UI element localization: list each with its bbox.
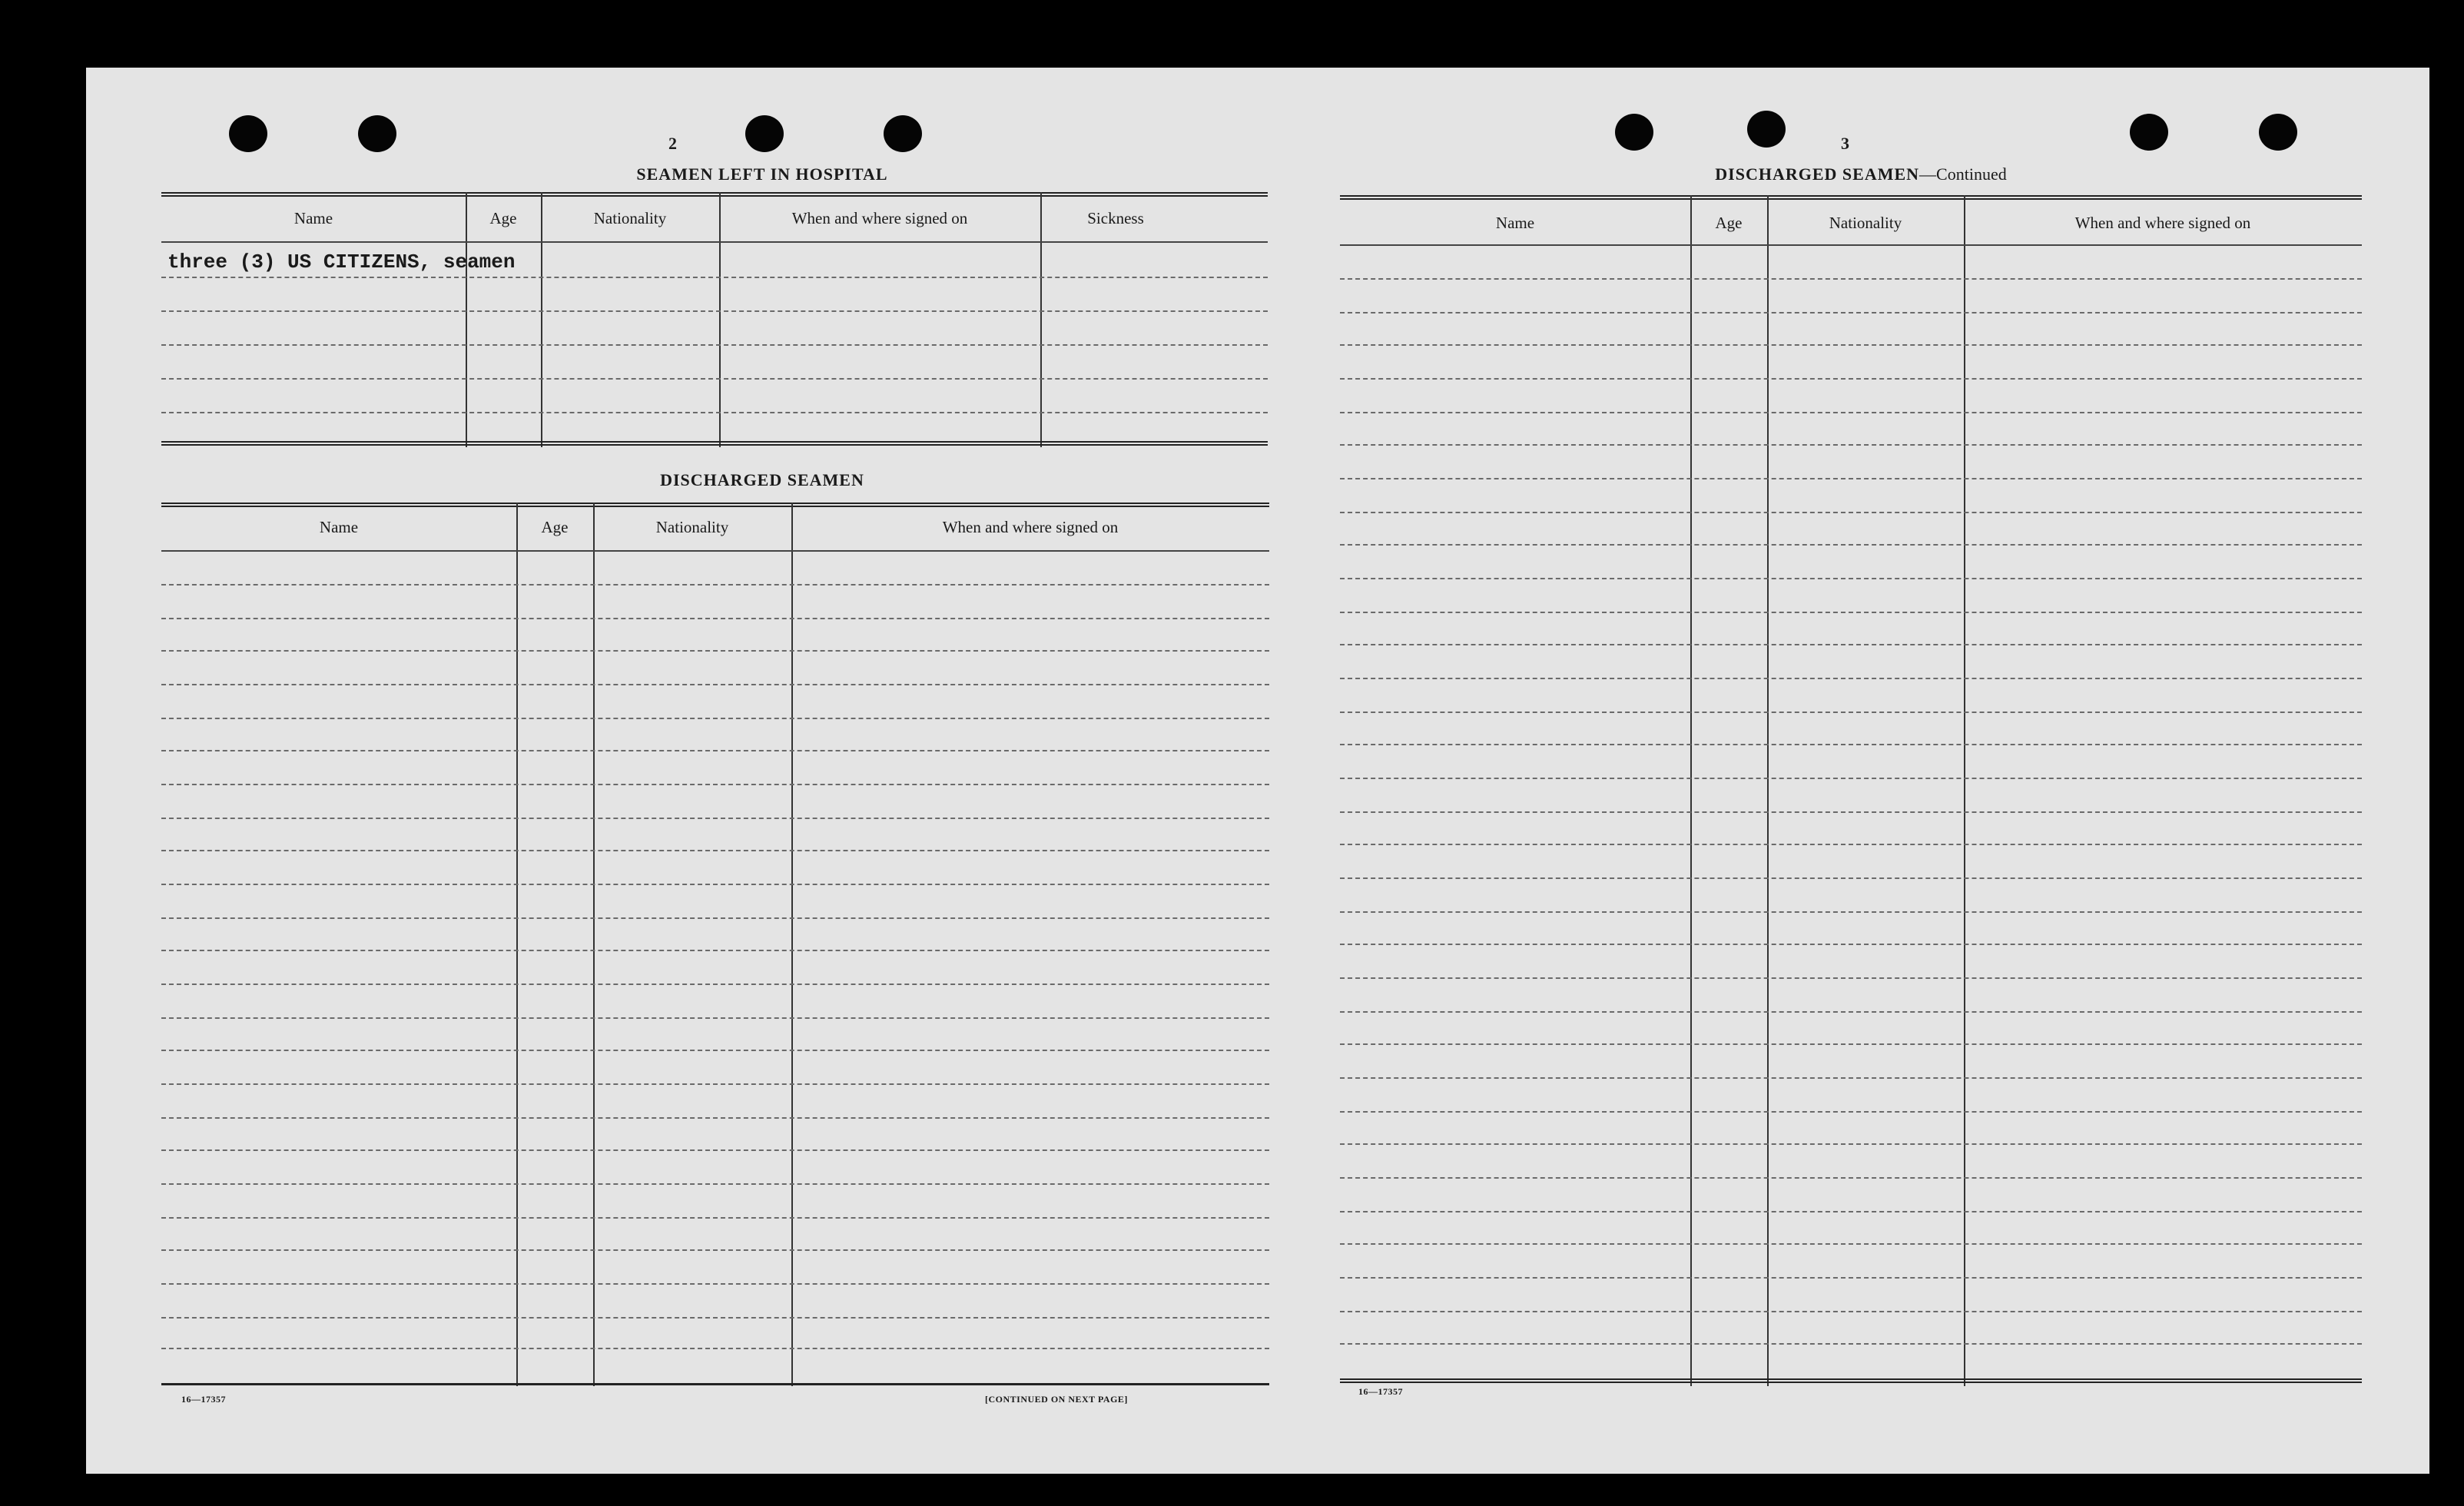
page-number: 2 — [668, 134, 677, 153]
column-header: Nationality — [655, 518, 729, 536]
punch-hole — [2130, 114, 2168, 151]
title-main: DISCHARGED SEAMEN — [1715, 164, 1920, 184]
column-header: When and where signed on — [2074, 214, 2251, 232]
section-title-hospital: SEAMEN LEFT IN HOSPITAL — [636, 164, 888, 184]
discharged-table-continued — [1340, 195, 2362, 1386]
punch-hole — [884, 115, 922, 152]
typed-entry: three (3) US CITIZENS, seamen — [167, 250, 516, 274]
punch-hole — [2259, 114, 2297, 151]
column-header: Nationality — [1829, 214, 1902, 232]
column-header: When and where signed on — [942, 518, 1119, 536]
column-header: Name — [293, 209, 333, 227]
punch-hole — [229, 115, 267, 152]
punch-hole — [358, 115, 396, 152]
hospital-table — [161, 192, 1268, 447]
column-header: Nationality — [593, 209, 667, 227]
discharged-table — [161, 503, 1269, 1386]
page-number: 3 — [1841, 134, 1849, 153]
punch-hole — [1747, 111, 1786, 148]
column-header: Name — [319, 518, 359, 536]
column-header: Sickness — [1087, 209, 1144, 227]
column-header: Age — [541, 518, 569, 536]
form-number: 16—17357 — [1358, 1386, 1403, 1397]
continued-note: [CONTINUED ON NEXT PAGE] — [985, 1394, 1128, 1405]
form-number: 16—17357 — [181, 1394, 226, 1405]
column-header: When and where signed on — [791, 209, 968, 227]
title-continued: —Continued — [1919, 164, 2007, 184]
column-header: Age — [489, 209, 517, 227]
section-title-discharged-continued — [1569, 164, 2153, 184]
section-title-discharged: DISCHARGED SEAMEN — [660, 470, 864, 489]
punch-hole — [1615, 114, 1653, 151]
column-header: Name — [1495, 214, 1535, 232]
document-sheet — [86, 68, 2429, 1474]
punch-hole — [745, 115, 784, 152]
column-header: Age — [1715, 214, 1743, 232]
